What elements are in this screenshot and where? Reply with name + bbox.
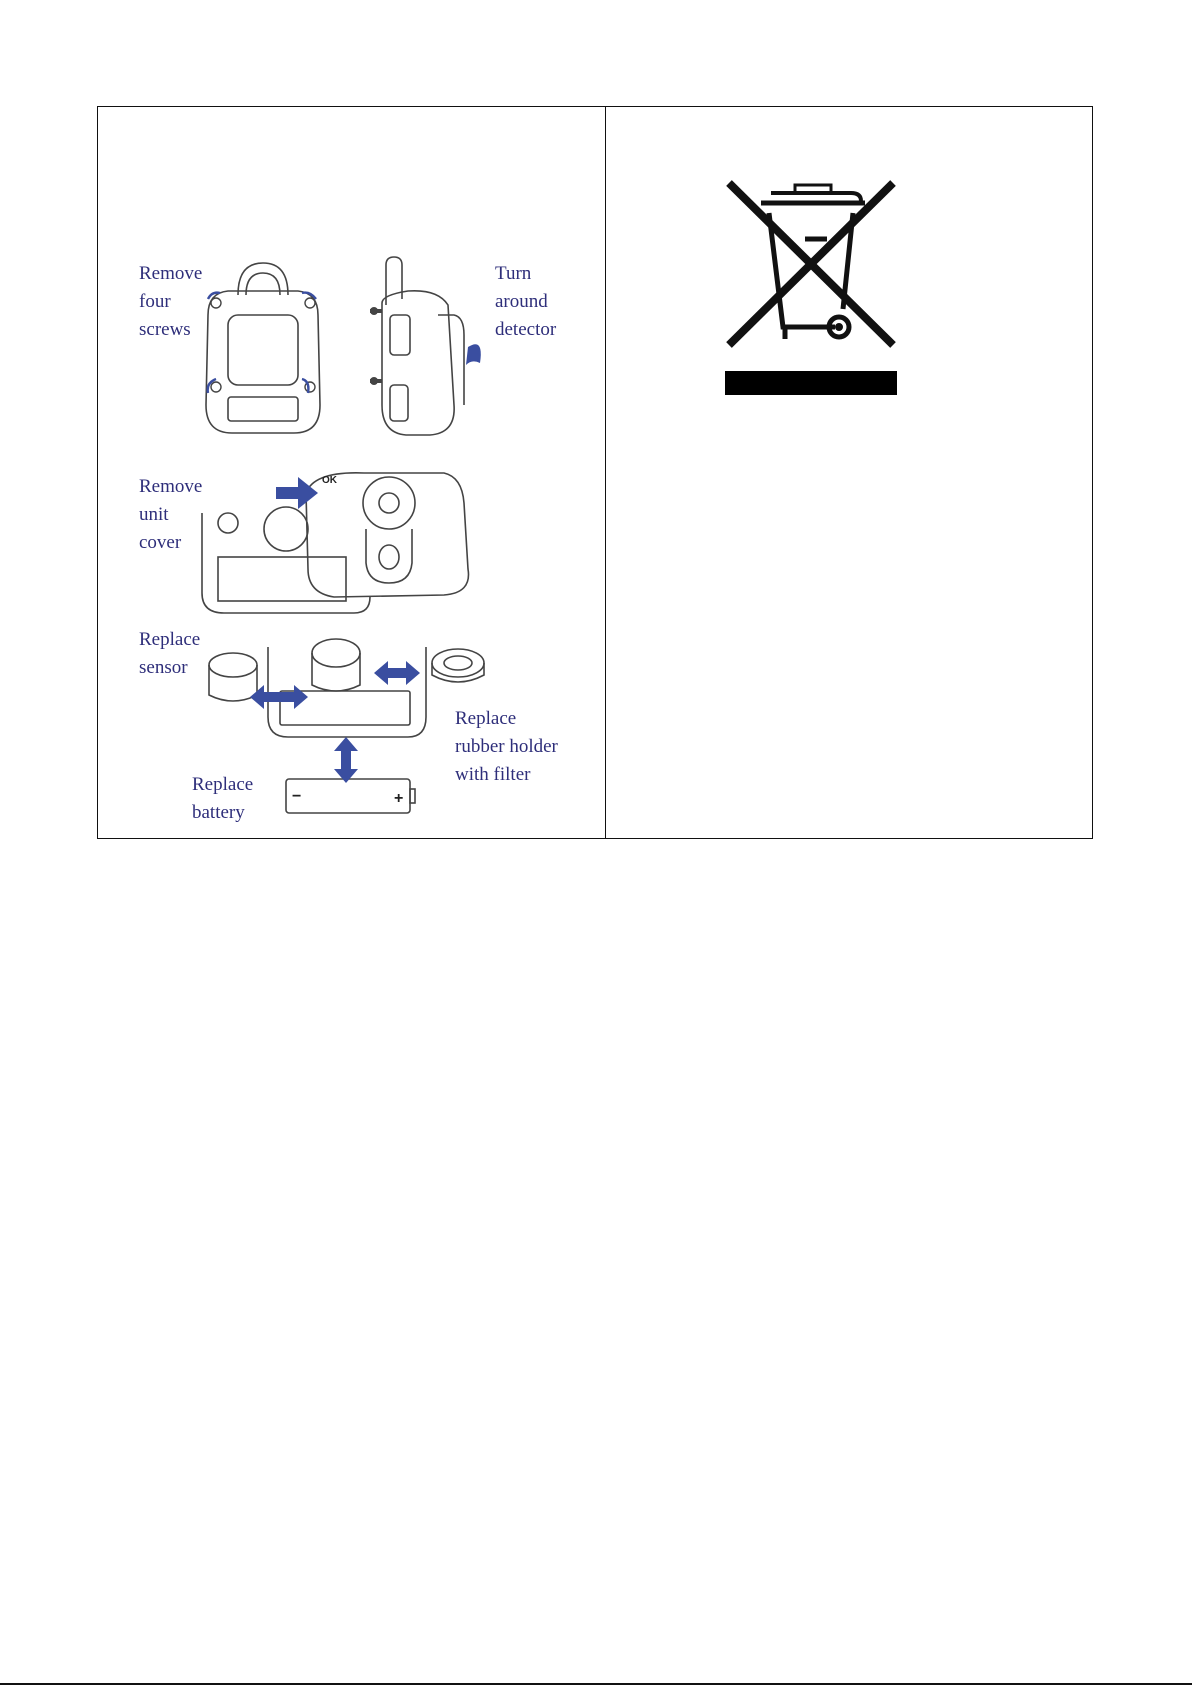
disposal-symbol-cell bbox=[607, 107, 1092, 838]
step-remove-screws-label: Remove four screws bbox=[139, 263, 203, 340]
maintenance-illustration-cell bbox=[98, 107, 605, 838]
sensor-arrow bbox=[250, 685, 308, 709]
battery-plus: + bbox=[394, 790, 404, 807]
ok-marking: OK bbox=[322, 475, 337, 486]
detector-front-drawing bbox=[198, 255, 328, 440]
column-divider bbox=[605, 107, 606, 838]
step-replace-holder-label: Replace rubber holder with filter bbox=[455, 708, 558, 785]
battery-minus: − bbox=[292, 788, 302, 805]
step-turn-detector-label: Turn around detector bbox=[495, 263, 557, 340]
holder-arrow bbox=[374, 661, 420, 685]
sensor-battery-drawing bbox=[198, 637, 548, 837]
step-replace-battery-label: Replace battery bbox=[192, 774, 254, 823]
content-table bbox=[97, 106, 1093, 839]
step-remove-cover-label: Remove unit cover bbox=[139, 476, 203, 553]
unit-cover-drawing bbox=[194, 473, 574, 623]
battery-arrow bbox=[334, 737, 358, 783]
step-replace-sensor-label: Replace sensor bbox=[139, 629, 201, 678]
crossed-out-wheeled-bin-icon bbox=[725, 179, 897, 399]
detector-side-drawing bbox=[368, 255, 493, 440]
